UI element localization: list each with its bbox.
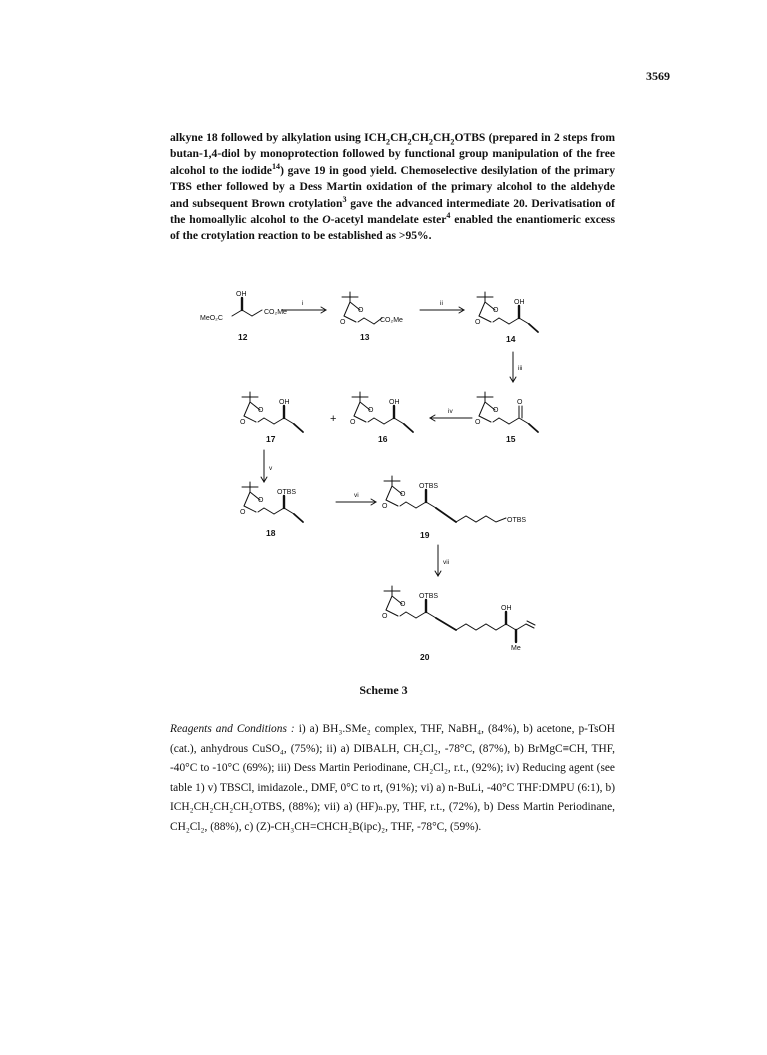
compound-ref-19: 19 xyxy=(313,163,326,177)
structure-16 xyxy=(352,392,413,432)
atom-o-15a: O xyxy=(493,407,499,414)
step-label-vi: vi xyxy=(354,492,359,499)
structure-17 xyxy=(242,392,303,432)
atom-o-20b: O xyxy=(382,613,388,620)
body-paragraph: alkyne 18 followed by alkylation using $ICH_2CH_2CH_2CH_2OTBS$ (prepared in 2 steps from butan-1,4-diol by monoprotection followed by functional group manipulation of the free alcohol to the iodide$^{14}$) gave 19 in good yield. Chemoselective desilylation of the primary TBS ether followed by a Dess Martin oxidation of the primary alcohol to the aldehyde and subsequent Brown crotylation$^3$ gave the advanced intermediate 20. Derivatisation of the homoallylic alcohol to the O-acetyl mandelate ester$^4$ enabled the enantiomeric excess of the crotylation reaction to be established as >95%. xyxy=(170,131,616,243)
structure-18 xyxy=(242,482,303,522)
atom-co2me-13: CO₂Me xyxy=(380,317,403,324)
page-number: 3569 xyxy=(646,69,670,83)
atom-otbs-20: OTBS xyxy=(419,593,439,600)
atom-o-19b: O xyxy=(382,503,388,510)
atom-otbs-19a: OTBS xyxy=(419,483,439,490)
atom-meo2c-12: MeO₂C xyxy=(200,315,223,322)
atom-otbs-19b: OTBS xyxy=(507,517,527,524)
step-label-iv: iv xyxy=(448,408,453,415)
step-label-ii: ii xyxy=(440,300,443,307)
compound-label-17: 17 xyxy=(266,434,276,444)
compound-label-16: 16 xyxy=(378,434,388,444)
atom-me-20: Me xyxy=(511,645,521,652)
structure-12 xyxy=(232,298,262,316)
atom-o-17b: O xyxy=(240,419,246,426)
atom-o-13a: O xyxy=(358,307,364,314)
atom-oh-20: OH xyxy=(501,605,512,612)
step-label-i: i xyxy=(302,300,304,307)
compound-ref-20: 20 xyxy=(513,196,525,210)
step-label-iii: iii xyxy=(518,365,523,372)
conditions-text: i) a) BH₃.SMe₂ complex, THF, NaBH₄, (84%), b) acetone, p-TsOH (cat.), anhydrous CuSO₄, (75%); ii) a) DIBALH, CH₂Cl₂, -78°C, (87%), b) BrMgC≡CH, THF, -40°C to -10°C (69%); iii) Dess Martin Periodinane, CH₂Cl₂, r.t., (92%); iv) Reducing agent (see table 1) v) TBSCl, imidazole., DMF, 0°C to rt, (91%); vi) a) n-BuLi, -40°C THF:DMPU (6:1), b) ICH₂CH₂CH₂CH₂OTBS, (88%); vii) a) (HF)ₙ.py, THF, r.t., (72%), b) Dess Martin Periodinane, CH₂Cl₂, (88%), c) (Z)-CH₃CH=CHCH₂B(ipc)₂, THF, -78°C, (59%). xyxy=(170,723,615,833)
atom-o-15c: O xyxy=(517,399,523,406)
step-label-vii: vii xyxy=(443,559,450,566)
atom-o-20a: O xyxy=(400,601,406,608)
compound-label-12: 12 xyxy=(238,332,248,342)
compound-label-13: 13 xyxy=(360,332,370,342)
compound-label-20: 20 xyxy=(420,652,430,662)
citation-4: 4 xyxy=(446,211,451,221)
atom-o-14a: O xyxy=(493,307,499,314)
atom-o-14b: O xyxy=(475,319,481,326)
atom-otbs-18: OTBS xyxy=(277,489,297,496)
compound-label-19: 19 xyxy=(420,530,430,540)
atom-oh-12: OH xyxy=(236,291,247,298)
citation-3: 3 xyxy=(342,194,347,204)
reaction-scheme xyxy=(180,270,600,670)
atom-co2me-12: CO₂Me xyxy=(264,309,287,316)
step-label-v: v xyxy=(269,465,273,472)
atom-o-15b: O xyxy=(475,419,481,426)
scheme-drawing xyxy=(180,270,600,670)
conditions-label: Reagents and Conditions : xyxy=(170,723,295,735)
compound-ref-18: 18 xyxy=(206,131,218,144)
atom-o-19a: O xyxy=(400,491,406,498)
atom-o-18a: O xyxy=(258,497,264,504)
atom-oh-14: OH xyxy=(514,299,525,306)
atom-o-17a: O xyxy=(258,407,264,414)
structure-19 xyxy=(384,476,506,522)
atom-oh-17: OH xyxy=(279,399,290,406)
atom-o-13b: O xyxy=(340,319,346,326)
reagents-and-conditions xyxy=(170,720,615,838)
compound-label-15: 15 xyxy=(506,434,516,444)
atom-o-16a: O xyxy=(368,407,374,414)
atom-o-18b: O xyxy=(240,509,246,516)
atom-oh-16: OH xyxy=(389,399,400,406)
atom-o-16b: O xyxy=(350,419,356,426)
plus-sign: + xyxy=(330,413,337,425)
scheme-title: Scheme 3 xyxy=(359,683,408,697)
compound-label-18: 18 xyxy=(266,528,276,538)
structure-15 xyxy=(477,392,538,432)
compound-label-14: 14 xyxy=(506,334,516,344)
citation-14: 14 xyxy=(271,161,281,171)
structure-20 xyxy=(384,586,535,642)
structure-14 xyxy=(477,292,538,332)
